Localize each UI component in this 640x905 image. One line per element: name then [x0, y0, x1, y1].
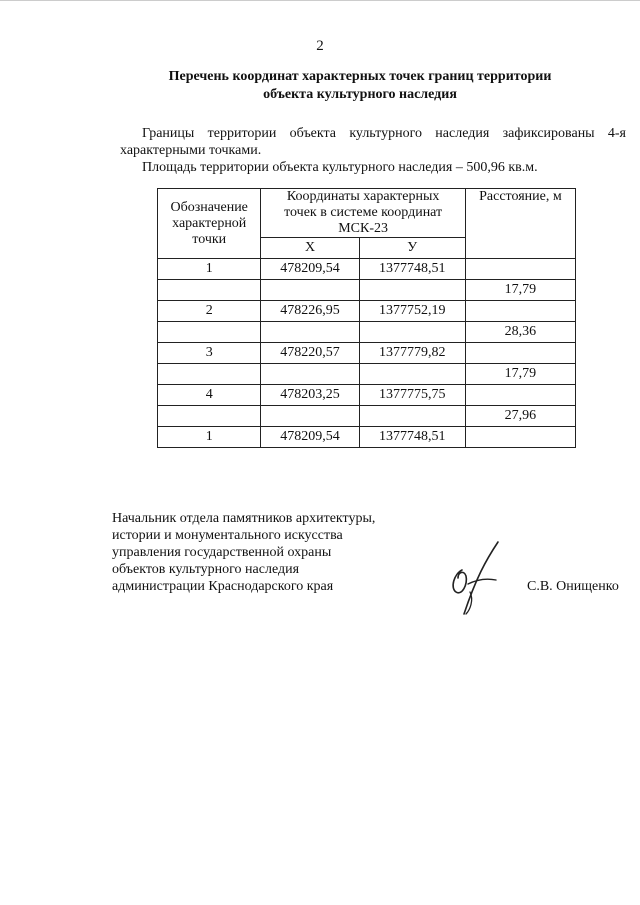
cell-distance: 27,96 [465, 406, 575, 427]
cell-y [359, 406, 465, 427]
table-row [158, 385, 576, 406]
cell-x [261, 322, 359, 343]
cell-distance [465, 343, 575, 364]
coordinates-table [157, 188, 576, 448]
cell-distance [465, 427, 575, 448]
cell-x [261, 406, 359, 427]
signer-line-5: администрации Краснодарского края [112, 579, 334, 594]
cell-y: 1377748,51 [359, 259, 465, 280]
cell-point: 4 [158, 385, 261, 406]
table-row [158, 364, 576, 385]
cell-point: 3 [158, 343, 261, 364]
table-header-row [158, 189, 576, 238]
cell-y: 1377752,19 [359, 301, 465, 322]
signer-name: С.В. Онищенко [527, 579, 619, 594]
cell-y [359, 280, 465, 301]
paragraph-line-1: Границы территории объекта культурного наследия зафиксированы 4-я [142, 126, 626, 141]
document-title [140, 68, 580, 104]
boundaries-paragraph [120, 125, 626, 159]
signer-line-2: истории и монументального искусства [112, 528, 343, 543]
cell-distance: 17,79 [465, 364, 575, 385]
header-x: Х [261, 238, 359, 259]
cell-point [158, 280, 261, 301]
title-line-1: Перечень координат характерных точек границ территории [168, 69, 552, 84]
cell-x: 478209,54 [261, 259, 359, 280]
cell-x: 478226,95 [261, 301, 359, 322]
signer-line-4: объектов культурного наследия [112, 562, 300, 577]
cell-point: 1 [158, 427, 261, 448]
handwritten-signature [440, 540, 502, 623]
table-row [158, 259, 576, 280]
title-line-2: объекта культурного наследия [263, 87, 457, 102]
table-body [158, 259, 576, 448]
cell-x: 478203,25 [261, 385, 359, 406]
header-point-name [158, 189, 261, 259]
page-top-edge [0, 0, 640, 1]
header-point-line-1: Обозначение [170, 199, 248, 215]
table-row [158, 322, 576, 343]
header-y: У [359, 238, 465, 259]
table-row [158, 301, 576, 322]
cell-distance [465, 385, 575, 406]
header-coords-line-2: точек в системе координат [284, 205, 443, 220]
cell-distance [465, 259, 575, 280]
table-row [158, 343, 576, 364]
cell-point [158, 364, 261, 385]
signer-line-3: управления государственной охраны [112, 545, 332, 560]
header-point-line-2: характерной [172, 215, 247, 231]
cell-point: 1 [158, 259, 261, 280]
header-coords-line-1: Координаты характерных [286, 189, 440, 204]
cell-x [261, 280, 359, 301]
cell-y: 1377748,51 [359, 427, 465, 448]
cell-distance: 17,79 [465, 280, 575, 301]
cell-point: 2 [158, 301, 261, 322]
cell-y: 1377775,75 [359, 385, 465, 406]
header-point-line-3: точки [192, 231, 227, 247]
cell-point [158, 322, 261, 343]
page-number: 2 [316, 38, 324, 54]
cell-distance [465, 301, 575, 322]
table-row [158, 406, 576, 427]
cell-x: 478220,57 [261, 343, 359, 364]
signer-position [112, 510, 412, 595]
cell-point [158, 406, 261, 427]
cell-y [359, 364, 465, 385]
cell-distance: 28,36 [465, 322, 575, 343]
table-row [158, 427, 576, 448]
signer-line-1: Начальник отдела памятников архитектуры, [112, 511, 376, 526]
signature-icon [440, 540, 502, 618]
header-distance: Расстояние, м [465, 189, 575, 259]
paragraph-line-2: характерными точками. [120, 143, 262, 158]
cell-x: 478209,54 [261, 427, 359, 448]
cell-x [261, 364, 359, 385]
cell-y [359, 322, 465, 343]
header-coords-line-3: МСК-23 [338, 221, 389, 236]
area-paragraph: Площадь территории объекта культурного наследия – 500,96 кв.м. [142, 160, 538, 175]
cell-y: 1377779,82 [359, 343, 465, 364]
header-coordinates [261, 189, 465, 238]
table-row [158, 280, 576, 301]
